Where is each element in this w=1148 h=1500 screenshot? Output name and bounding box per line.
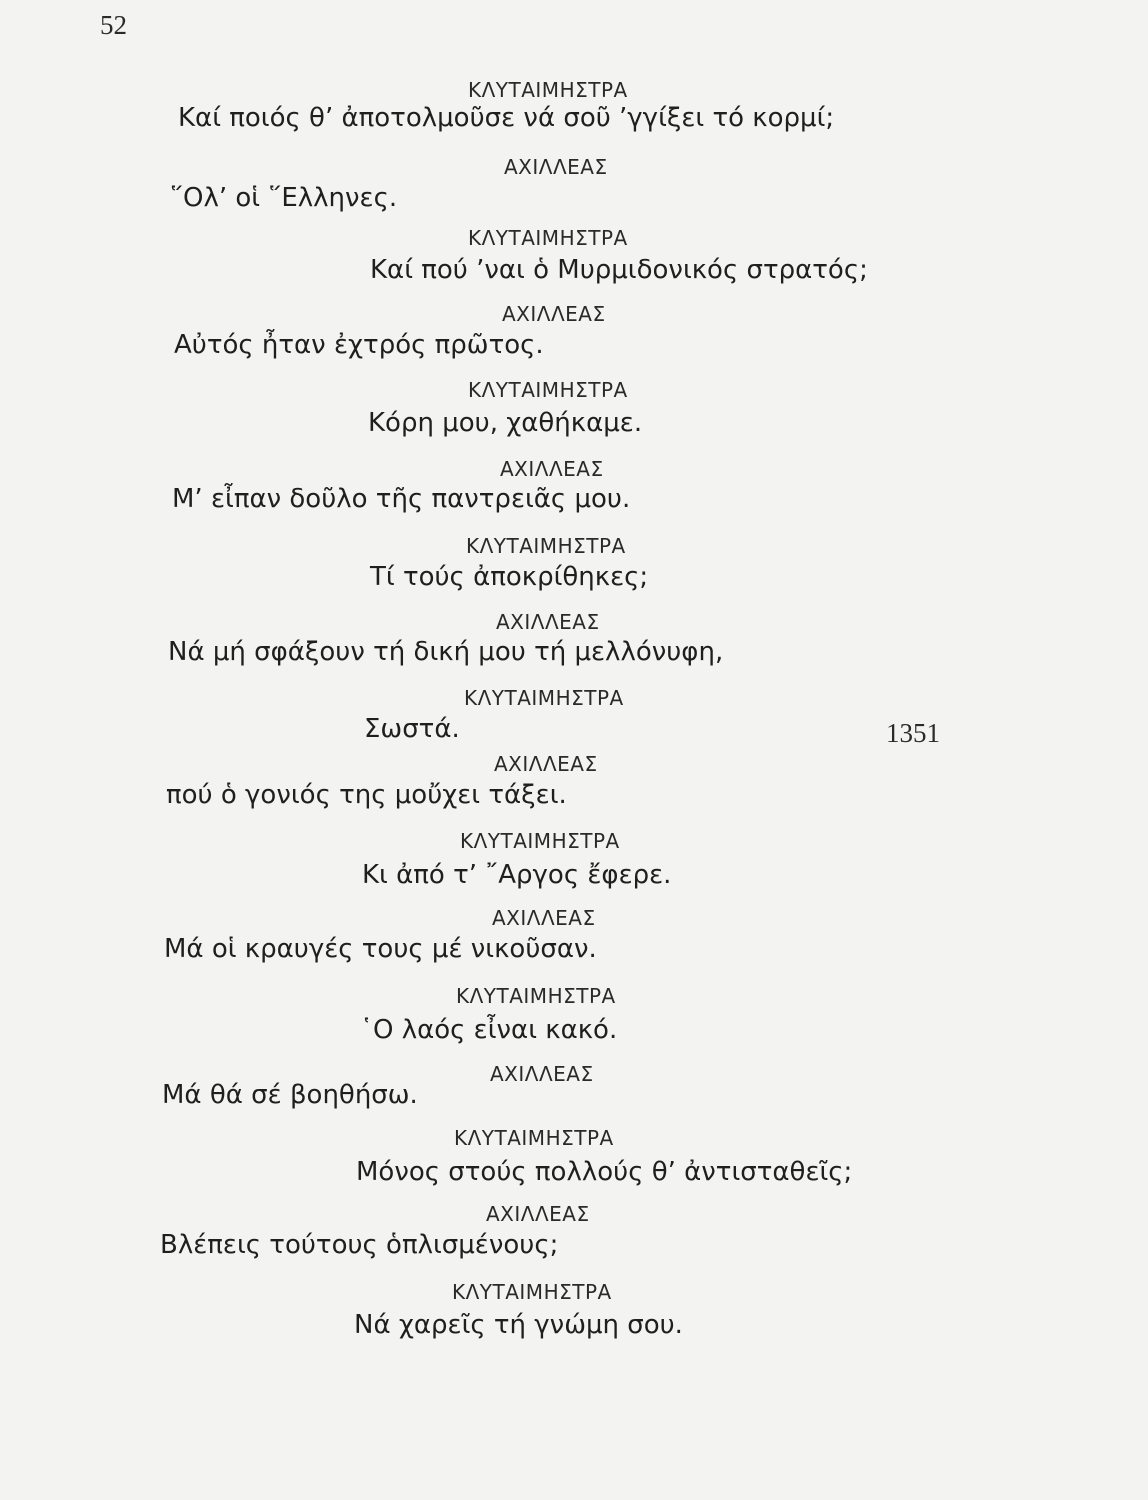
speaker-name: ΚΛΥΤΑΙΜΗΣΤΡΑ bbox=[466, 534, 626, 558]
speaker-name: ΚΛΥΤΑΙΜΗΣΤΡΑ bbox=[464, 686, 624, 710]
speech-line: Κόρη μου, χαθήκαμε. bbox=[368, 408, 643, 438]
speaker-name: ΚΛΥΤΑΙΜΗΣΤΡΑ bbox=[468, 78, 628, 102]
speech-line: ῞Ολ’ οἱ ῞Ελληνες. bbox=[170, 183, 398, 213]
speech-line: Τί τούς ἀποκρίθηκες; bbox=[370, 562, 649, 592]
speaker-name: ΑΧΙΛΛΕΑΣ bbox=[504, 155, 608, 179]
speech-line: Αὐτός ἦταν ἐχτρός πρῶτος. bbox=[174, 330, 544, 360]
speaker-name: ΚΛΥΤΑΙΜΗΣΤΡΑ bbox=[456, 984, 616, 1008]
speaker-name: ΑΧΙΛΛΕΑΣ bbox=[494, 752, 598, 776]
speech-line: Μά οἱ κραυγές τους μέ νικοῦσαν. bbox=[164, 934, 597, 964]
speech-line: Καί πού ’ναι ὁ Μυρμιδονικός στρατός; bbox=[370, 255, 868, 285]
speaker-name: ΑΧΙΛΛΕΑΣ bbox=[496, 610, 600, 634]
speaker-name: ΑΧΙΛΛΕΑΣ bbox=[500, 457, 604, 481]
speaker-name: ΑΧΙΛΛΕΑΣ bbox=[486, 1202, 590, 1226]
line-number: 1351 bbox=[886, 718, 940, 748]
speaker-name: ΑΧΙΛΛΕΑΣ bbox=[492, 906, 596, 930]
speaker-name: ΑΧΙΛΛΕΑΣ bbox=[490, 1062, 594, 1086]
speaker-name: ΚΛΥΤΑΙΜΗΣΤΡΑ bbox=[468, 226, 628, 250]
speaker-name: ΚΛΥΤΑΙΜΗΣΤΡΑ bbox=[460, 829, 620, 853]
speech-line: Νά μή σφάξουν τή δική μου τή μελλόνυφη, bbox=[168, 637, 724, 667]
page-number: 52 bbox=[100, 10, 127, 40]
speech-line: Μά θά σέ βοηθήσω. bbox=[162, 1080, 418, 1110]
speech-line: Καί ποιός θ’ ἀποτολμοῦσε νά σοῦ ’γγίξει τό κορμί; bbox=[178, 103, 835, 133]
speech-line: Μ’ εἶπαν δοῦλο τῆς παντρειᾶς μου. bbox=[172, 484, 631, 514]
speech-line: ῾Ο λαός εἶναι κακό. bbox=[360, 1015, 618, 1045]
speech-line: Μόνος στούς πολλούς θ’ ἀντισταθεῖς; bbox=[356, 1157, 853, 1187]
speech-line: Νά χαρεῖς τή γνώμη σου. bbox=[354, 1310, 683, 1340]
speech-line: Κι ἀπό τ’ ῎Αργος ἔφερε. bbox=[362, 860, 672, 890]
speaker-name: ΚΛΥΤΑΙΜΗΣΤΡΑ bbox=[452, 1280, 612, 1304]
speech-line: πού ὁ γονιός της μοὔχει τάξει. bbox=[166, 780, 567, 810]
speaker-name: ΚΛΥΤΑΙΜΗΣΤΡΑ bbox=[454, 1126, 614, 1150]
speech-line: Βλέπεις τούτους ὁπλισμένους; bbox=[160, 1230, 559, 1260]
speech-line: Σωστά. bbox=[364, 714, 460, 744]
speaker-name: ΑΧΙΛΛΕΑΣ bbox=[502, 302, 606, 326]
speaker-name: ΚΛΥΤΑΙΜΗΣΤΡΑ bbox=[468, 378, 628, 402]
